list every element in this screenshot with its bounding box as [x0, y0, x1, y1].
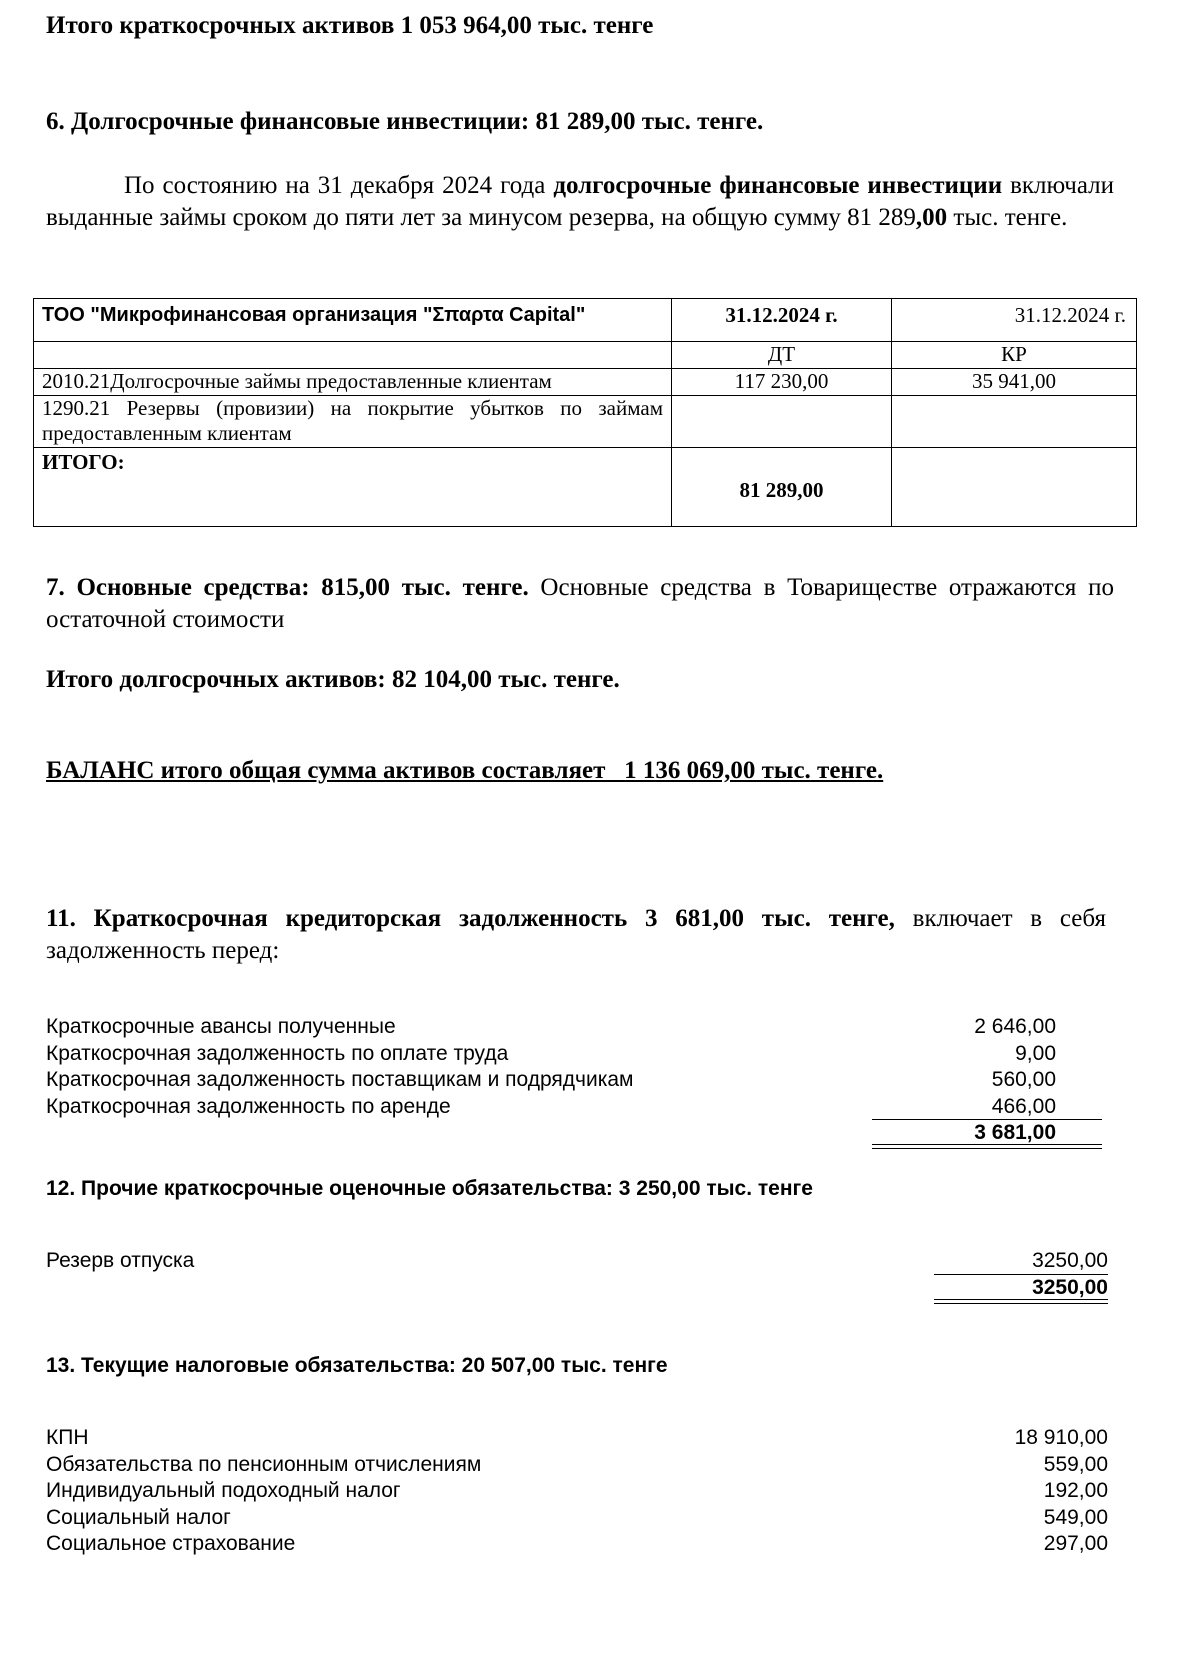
list-item — [46, 1505, 1108, 1532]
table-date1-cell: 31.12.2024 г. — [672, 299, 892, 342]
table-subheader-row — [34, 342, 1137, 369]
list-total — [46, 1275, 1108, 1302]
list-item — [46, 1478, 1108, 1505]
short-term-assets-total: Итого краткосрочных активов 1 053 964,00 тыс. тенге — [46, 12, 654, 39]
table-row-kr — [892, 396, 1137, 448]
table-row-kr: 35 941,00 — [892, 369, 1137, 396]
table-row-label: 2010.21Долгосрочные займы предоставленные клиентам — [34, 369, 672, 396]
section11-text: включает в себя задолженность перед: — [46, 905, 1106, 964]
list-item — [46, 1425, 1108, 1452]
section6-para-post: тыс. тенге. — [947, 204, 1068, 231]
table-dt-header: ДТ — [672, 342, 892, 369]
table-empty-cell — [34, 342, 672, 369]
table-row-dt: 117 230,00 — [672, 369, 892, 396]
list-item — [46, 1094, 1056, 1121]
list-item-value: 18 910,00 — [1014, 1426, 1108, 1449]
section13-list — [46, 1425, 1108, 1558]
list-item-label: КПН — [46, 1426, 89, 1449]
list-item-value: 3250,00 — [1032, 1249, 1108, 1272]
table-total-value: 81 289,00 — [672, 448, 892, 527]
list-item — [46, 1248, 1108, 1275]
list-item-value: 549,00 — [1043, 1505, 1108, 1529]
section12-total-double-rule — [934, 1299, 1108, 1304]
balance-total: БАЛАНС итого общая сумма активов составляет 1 136 069,00 тыс. тенге. — [46, 757, 884, 784]
table-date2-cell: 31.12.2024 г. — [892, 299, 1137, 342]
list-item-label: Краткосрочная задолженность поставщикам и подрядчикам — [46, 1068, 634, 1091]
list-item-label: Индивидуальный подоходный налог — [46, 1479, 401, 1502]
section12-subtotal-rule — [934, 1274, 1108, 1275]
list-item-value: 466,00 — [991, 1094, 1056, 1118]
section6-para-bold: долгосрочные финансовые инвестиции — [553, 172, 1003, 199]
section12-total: 3250,00 — [1032, 1275, 1108, 1299]
investments-table — [33, 298, 1137, 527]
section11-paragraph — [46, 903, 1106, 967]
section11-subtotal-rule — [872, 1119, 1102, 1120]
list-item-label: Краткосрочные авансы полученные — [46, 1015, 396, 1038]
list-item-label: Краткосрочная задолженность по аренде — [46, 1094, 451, 1118]
list-item — [46, 1041, 1056, 1068]
list-item-value: 2 646,00 — [974, 1015, 1056, 1038]
section6-para-bold2: ,00 — [915, 204, 948, 231]
list-item-value: 192,00 — [1043, 1479, 1108, 1502]
list-item-label: Резерв отпуска — [46, 1249, 195, 1272]
long-term-assets-total: Итого долгосрочных активов: 82 104,00 тыс. тенге. — [46, 666, 620, 693]
table-org-cell: ТОО "Микрофинансовая организация "Σπαρτα Capital" — [34, 299, 672, 342]
list-item — [46, 1531, 1108, 1558]
table-row-dt — [672, 396, 892, 448]
section6-paragraph — [46, 170, 1114, 234]
table-row — [34, 396, 1137, 448]
section11-list — [46, 1014, 1056, 1147]
list-item-value: 9,00 — [1015, 1041, 1056, 1065]
table-row-label: 1290.21 Резервы (провизии) на покрытие убытков по займам предоставленным клиентам — [34, 396, 672, 448]
section13-heading: 13. Текущие налоговые обязательства: 20 507,00 тыс. тенге — [46, 1354, 668, 1377]
section11-total: 3 681,00 — [974, 1121, 1056, 1144]
section7-heading: 7. Основные средства: 815,00 тыс. тенге. — [46, 574, 529, 601]
section11-total-double-rule — [872, 1144, 1102, 1149]
table-total-row — [34, 448, 1137, 527]
section11-heading: 11. Краткосрочная кредиторская задолженность 3 681,00 тыс. тенге, — [46, 905, 895, 932]
list-item-value: 297,00 — [1043, 1532, 1108, 1555]
list-item — [46, 1014, 1056, 1041]
list-item-value: 559,00 — [1043, 1452, 1108, 1476]
section7-text: Основные средства в Товариществе отражаются по остаточной стоимости — [46, 574, 1114, 633]
table-header-row — [34, 299, 1137, 342]
table-total-label: ИТОГО: — [34, 448, 672, 527]
list-item — [46, 1452, 1108, 1479]
section6-para-mid: включали выданные займы сроком до пяти лет за минусом резерва, на общую сумму 81 289 — [46, 172, 1114, 231]
section12-heading: 12. Прочие краткосрочные оценочные обязательства: 3 250,00 тыс. тенге — [46, 1177, 813, 1200]
table-kr-header: КР — [892, 342, 1137, 369]
list-total — [46, 1120, 1056, 1147]
list-item-value: 560,00 — [991, 1068, 1056, 1091]
section6-heading: 6. Долгосрочные финансовые инвестиции: 81 289,00 тыс. тенге. — [46, 108, 764, 135]
section7-paragraph — [46, 572, 1114, 636]
table-total-empty — [892, 448, 1137, 527]
section6-para-pre: По состоянию на 31 декабря 2024 года — [124, 172, 554, 199]
list-item-label: Обязательства по пенсионным отчислениям — [46, 1452, 482, 1476]
table-row — [34, 369, 1137, 396]
list-item-label: Социальное страхование — [46, 1532, 296, 1555]
list-item — [46, 1067, 1056, 1094]
list-item-label: Социальный налог — [46, 1505, 231, 1529]
list-item-label: Краткосрочная задолженность по оплате труда — [46, 1041, 509, 1065]
